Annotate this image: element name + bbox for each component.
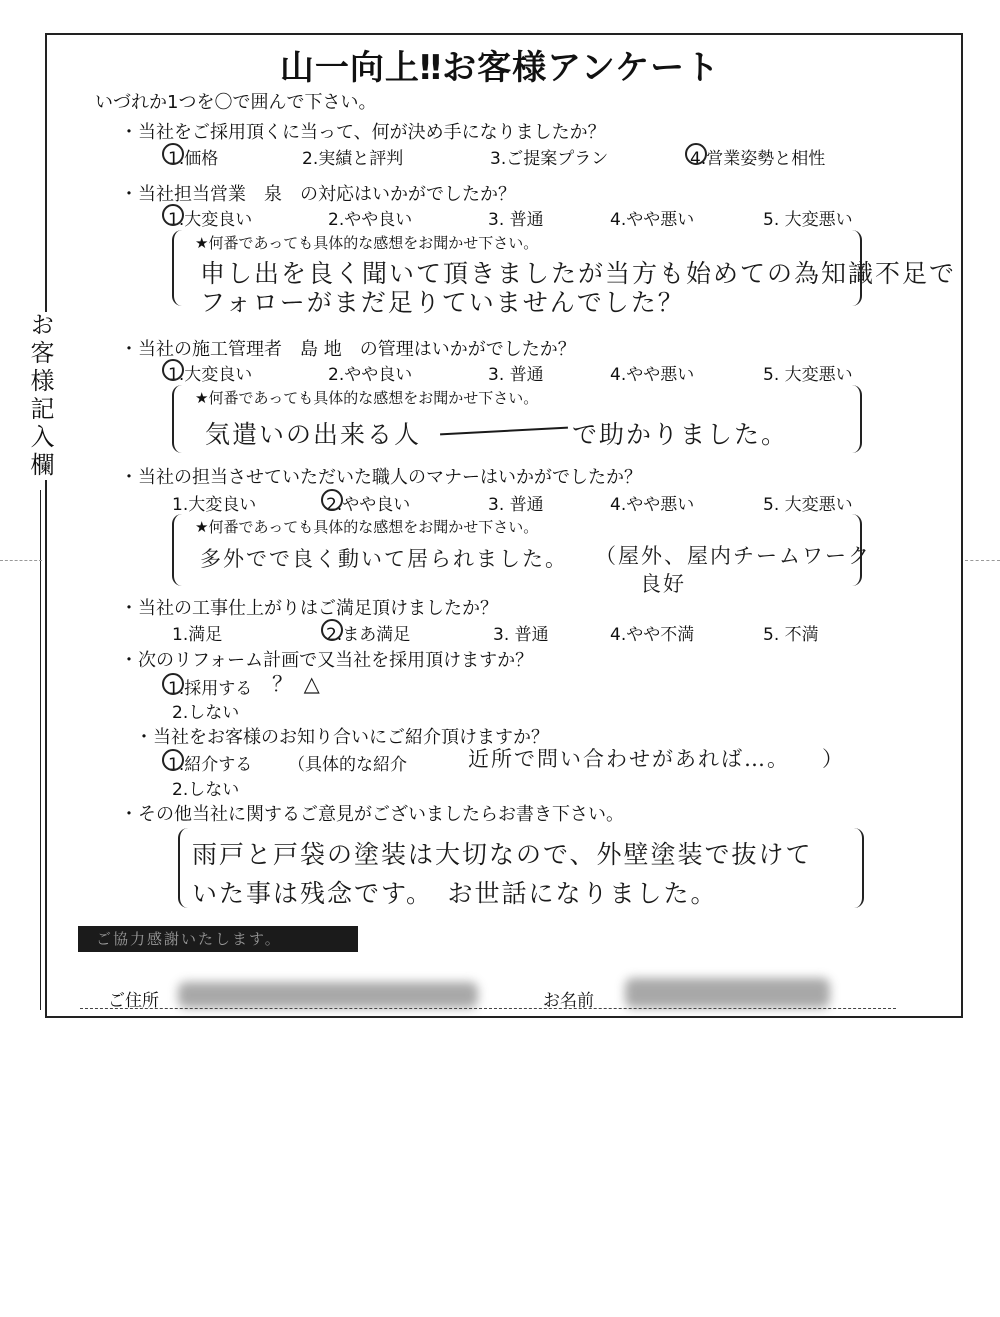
name-redacted [625,978,830,1008]
q5-option-2[interactable]: 2.まあ満足 [326,625,411,645]
selected-circle [321,619,343,641]
address-label: ご住所 [108,991,159,1011]
selected-circle [321,489,343,511]
q1-option-2[interactable]: 2.実績と評判 [302,149,404,169]
name-label: お名前 [543,991,594,1011]
q3-option-3[interactable]: 3. 普通 [488,365,544,385]
q7-detail-close: ） [822,747,845,771]
q4-comment-paren: （屋外、屋内チームワーク [595,544,871,568]
q4-option-2[interactable]: 2.やや良い [326,495,411,515]
q5-option-4[interactable]: 4.やや不満 [610,625,695,645]
q4-note: ★何番であっても具体的な感想をお聞かせ下さい。 [195,518,539,536]
q5-option-1[interactable]: 1.満足 [172,625,223,645]
address-redacted [178,982,478,1008]
q7-option-2[interactable]: 2.しない [172,780,240,800]
q6-option-2[interactable]: 2.しない [172,703,240,723]
q2-comment-line2: フォローがまだ足りていませんでした？ [200,288,685,317]
q6-question: ・次のリフォーム計画で又当社を採用頂けますか？ [120,650,534,671]
fold-mark-left [0,560,42,561]
selected-circle [685,143,707,165]
q3-comment: 気遣いの出来る人 [205,420,422,449]
q5-question: ・当社の工事仕上がりはご満足頂けましたか？ [120,598,498,619]
q4-option-1[interactable]: 1.大変良い [172,495,257,515]
q2-comment-line1: 申し出を良く聞いて頂きましたが当方も始めての為知識不足で [200,259,957,288]
q8-comment-line2: いた事は残念です。 お世話になりました。 [192,879,718,908]
q7-detail-text: 近所で問い合わせがあれば…。 [468,747,790,771]
side-divider [40,490,41,1010]
q5-option-3[interactable]: 3. 普通 [493,625,549,645]
selected-circle [162,143,184,165]
q4-option-3[interactable]: 3. 普通 [488,495,544,515]
q3-option-5[interactable]: 5. 大変悪い [763,365,853,385]
q7-detail-label: （具体的な紹介 [288,755,407,775]
page-title: 山一向上‼お客様アンケート [279,48,721,88]
q1-option-1[interactable]: 1.価格 [168,149,219,169]
q2-option-3[interactable]: 3. 普通 [488,210,544,230]
selected-circle [162,359,184,381]
q5-option-5[interactable]: 5. 不満 [763,625,819,645]
q4-question: ・当社の担当させていただいた職人のマナーはいかがでしたか？ [120,467,642,488]
side-label: お客様記入欄 [20,312,60,480]
q3-comment-tail: で助かりました。 [572,420,789,449]
q4-option-5[interactable]: 5. 大変悪い [763,495,853,515]
q8-comment-line1: 雨戸と戸袋の塗装は大切なので、外壁塗装で抜けて [192,840,813,869]
q3-note: ★何番であっても具体的な感想をお聞かせ下さい。 [195,389,539,407]
q4-comment-line1: 多外でで良く動いて居られました。 [200,547,568,571]
q1-option-4[interactable]: 4.営業姿勢と相性 [690,149,826,169]
q4-option-4[interactable]: 4.やや悪い [610,495,695,515]
q1-option-3[interactable]: 3.ご提案プラン [490,149,609,169]
q3-question: ・当社の施工管理者 島 地 の管理はいかがでしたか？ [120,339,576,360]
q3-option-1[interactable]: 1.大変良い [168,365,253,385]
signature-line [80,1008,896,1009]
q2-note: ★何番であっても具体的な感想をお聞かせ下さい。 [195,234,539,252]
q2-option-4[interactable]: 4.やや悪い [610,210,695,230]
q8-question: ・その他当社に関するご意見がございましたらお書き下さい。 [120,804,624,825]
selected-circle [162,749,184,771]
q2-option-2[interactable]: 2.やや良い [328,210,413,230]
q3-option-4[interactable]: 4.やや悪い [610,365,695,385]
q7-question: ・当社をお客様のお知り合いにご紹介頂けますか？ [135,727,549,748]
q1-question: ・当社をご採用頂くに当って、何が決め手になりましたか？ [120,122,606,143]
q7-option-1[interactable]: 1.紹介する [168,755,253,775]
q6-annotation: ？ △ [272,672,322,696]
q2-question: ・当社担当営業 泉 の対応はいかがでしたか？ [120,184,516,205]
fold-mark-right [965,560,1000,561]
selected-circle [162,204,184,226]
q2-option-5[interactable]: 5. 大変悪い [763,210,853,230]
selected-circle [162,673,184,695]
q6-option-1[interactable]: 1.採用する [168,679,253,699]
instruction: いづれか1つを〇で囲んで下さい。 [95,92,377,113]
thanks-banner: ご協力感謝いたします。 [78,926,358,952]
q4-comment-line2: 良好 [640,572,686,596]
q2-option-1[interactable]: 1.大変良い [168,210,253,230]
q3-option-2[interactable]: 2.やや良い [328,365,413,385]
